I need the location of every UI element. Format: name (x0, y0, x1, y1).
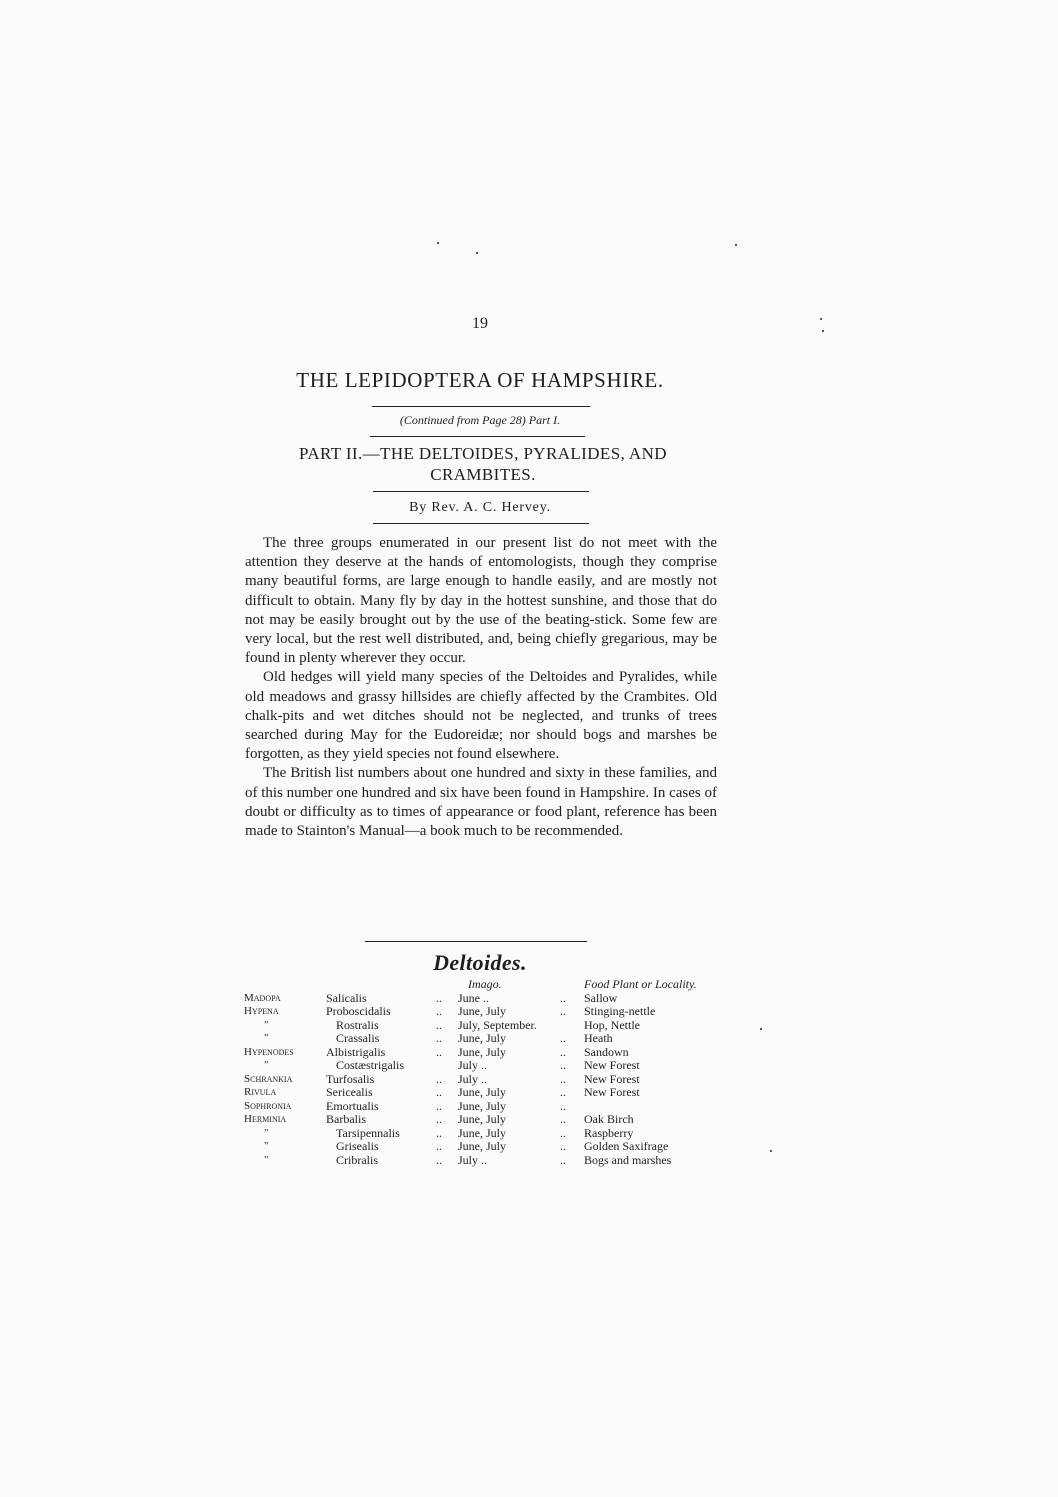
speck (822, 330, 824, 332)
food-cell: Raspberry (584, 1125, 634, 1140)
paragraph: The British list numbers about one hundred and sixty in these families, and of this number one hundred and six have been found in Hampshire. In cases of doubt or difficulty as to times of appearance or food plant, reference has been made to Stainton's Manual—a book much to be recommended. (245, 765, 717, 840)
food-cell: Stinging-nettle (584, 1004, 656, 1018)
food-cell: Sallow (584, 990, 618, 1005)
genus-cell: Madopa (244, 991, 281, 1004)
species-cell: Rostralis (336, 1017, 379, 1032)
leader-cell: .. (560, 990, 566, 1005)
leader-cell (560, 1019, 584, 1033)
species-cell: Grisealis (336, 1139, 379, 1153)
genus-cell: Hypenodes (244, 1045, 294, 1058)
byline (330, 500, 630, 516)
leader-cell: .. (560, 1098, 566, 1113)
species-cell: Salicalis (326, 990, 367, 1005)
byline-rule (373, 523, 589, 524)
leader-cell: .. (436, 1098, 442, 1113)
table-row (244, 992, 724, 1006)
table-row (244, 1154, 724, 1168)
imago-cell: June, July (458, 1125, 506, 1140)
imago-cell: June, July (458, 1004, 506, 1018)
imago-cell: June .. (458, 990, 489, 1005)
imago-cell: June, July (458, 1031, 506, 1045)
title-rule (372, 406, 590, 407)
leader-cell: .. (436, 1044, 442, 1059)
leader-cell: .. (436, 1017, 442, 1032)
leader-cell: .. (436, 1152, 442, 1167)
food-cell: Bogs and marshes (584, 1152, 672, 1167)
genus-cell: " (264, 1059, 269, 1071)
imago-cell: June, July (458, 1085, 506, 1099)
leader-cell: .. (560, 1004, 566, 1018)
genus-cell: " (264, 1018, 269, 1031)
paragraph: Old hedges will yield many species of the Deltoides and Pyralides, while old meadows and grassy hillsides are chiefly affected by the Crambites. Old chalk-pits and wet ditches should not be neglected, and trunks of trees searched during May for the Eudoreidæ; nor should bogs and marshes be forgotten, as they yield species not found elsewhere. (245, 669, 717, 763)
leader-cell: .. (560, 1125, 566, 1140)
table-row (244, 1127, 724, 1141)
species-cell: Emortualis (326, 1098, 379, 1113)
species-cell: Proboscidalis (326, 1004, 391, 1018)
speck (476, 252, 478, 254)
header-imago: Imago. (468, 977, 502, 991)
leader-cell: .. (436, 1071, 442, 1086)
food-cell: Sandown (584, 1044, 629, 1059)
food-cell: New Forest (584, 1085, 640, 1099)
leader-cell: .. (436, 1004, 442, 1018)
genus-cell: " (264, 1140, 269, 1152)
genus-cell: Hypena (244, 1005, 279, 1017)
genus-cell: Herminia (244, 1113, 287, 1125)
section-rule (365, 941, 587, 942)
section-title: Deltoides. (433, 950, 527, 975)
leader-cell: .. (436, 1085, 442, 1099)
food-cell: Hop, Nettle (584, 1017, 640, 1032)
species-cell: Tarsipennalis (336, 1125, 400, 1140)
species-cell: Sericealis (326, 1085, 373, 1099)
speck (770, 1150, 772, 1152)
genus-cell: " (264, 1153, 269, 1166)
article-body (245, 534, 717, 841)
table-row (244, 1059, 724, 1073)
genus-cell: Schrankia (244, 1072, 293, 1085)
genus-cell: Rivula (244, 1086, 277, 1098)
imago-cell: July, September. (458, 1017, 537, 1032)
page-title: THE LEPIDOPTERA OF HAMPSHIRE. (296, 368, 664, 392)
page-number: 19 (472, 315, 488, 332)
genus-cell: Sophronia (244, 1099, 292, 1112)
leader-cell: .. (560, 1085, 566, 1099)
species-table (244, 978, 724, 1167)
leader-cell: .. (560, 1044, 566, 1059)
food-cell (584, 1100, 724, 1114)
part-heading-line1: PART II.—THE DELTOIDES, PYRALIDES, AND (299, 444, 667, 463)
leader-cell (436, 1059, 458, 1073)
food-cell: Heath (584, 1031, 613, 1045)
leader-cell: .. (560, 1152, 566, 1167)
byline-author: Rev. A. C. Hervey. (431, 500, 551, 515)
imago-cell: June, July (458, 1044, 506, 1059)
table-row (244, 1073, 724, 1087)
species-cell: Barbalis (326, 1112, 366, 1126)
part-rule (373, 491, 589, 492)
leader-cell: .. (436, 1112, 442, 1126)
leader-cell: .. (436, 1139, 442, 1153)
leader-cell: .. (436, 990, 442, 1005)
paragraph: The three groups enumerated in our present list do not meet with the attention they deserve at the hands of entomologists, though they comprise many beautiful forms, are large enough to handle easily, and are mostly not difficult to obtain. Many fly by day in the hottest sunshine, and those that do not may be easily brought out by the use of the beating-stick. Some few are very local, but the rest well distributed, and, being chiefly gregarious, may be found in plenty wherever they occur. (245, 535, 717, 667)
table-header-row (244, 978, 724, 992)
table-row (244, 1019, 724, 1033)
leader-cell: .. (436, 1125, 442, 1140)
header-food: Food Plant or Locality. (584, 977, 697, 991)
species-cell: Costæstrigalis (336, 1058, 405, 1072)
imago-cell: July .. (458, 1071, 488, 1086)
leader-cell: .. (436, 1031, 442, 1045)
table-row (244, 1005, 724, 1019)
species-cell: Albistrigalis (326, 1044, 386, 1059)
table-row (244, 1086, 724, 1100)
table-row (244, 1100, 724, 1114)
table-row (244, 1032, 724, 1046)
speck (437, 242, 439, 244)
food-cell: New Forest (584, 1071, 640, 1086)
genus-cell: " (264, 1032, 269, 1044)
food-cell: New Forest (584, 1058, 640, 1072)
imago-cell: July .. (458, 1058, 488, 1072)
leader-cell: .. (560, 1112, 566, 1126)
imago-cell: June, July (458, 1098, 506, 1113)
table-row (244, 1113, 724, 1127)
speck (760, 1028, 762, 1030)
byline-by: By (409, 500, 428, 515)
species-cell: Turfosalis (326, 1071, 375, 1086)
imago-cell: June, July (458, 1112, 506, 1126)
speck (735, 244, 737, 246)
leader-cell: .. (560, 1031, 566, 1045)
table-row (244, 1046, 724, 1060)
leader-cell: .. (560, 1071, 566, 1086)
table-row (244, 1140, 724, 1154)
part-heading (238, 443, 728, 485)
food-cell: Golden Saxifrage (584, 1139, 669, 1153)
food-cell: Oak Birch (584, 1112, 634, 1126)
leader-cell: .. (560, 1058, 566, 1072)
leader-cell: .. (560, 1139, 566, 1153)
species-cell: Cribralis (336, 1152, 378, 1167)
imago-cell: June, July (458, 1139, 506, 1153)
genus-cell: " (264, 1126, 269, 1139)
speck (820, 318, 822, 320)
continued-rule (370, 436, 585, 437)
part-heading-line2: CRAMBITES. (430, 465, 536, 484)
imago-cell: July .. (458, 1152, 488, 1167)
species-cell: Crassalis (336, 1031, 380, 1045)
continued-note: (Continued from Page 28) Part I. (399, 413, 561, 427)
